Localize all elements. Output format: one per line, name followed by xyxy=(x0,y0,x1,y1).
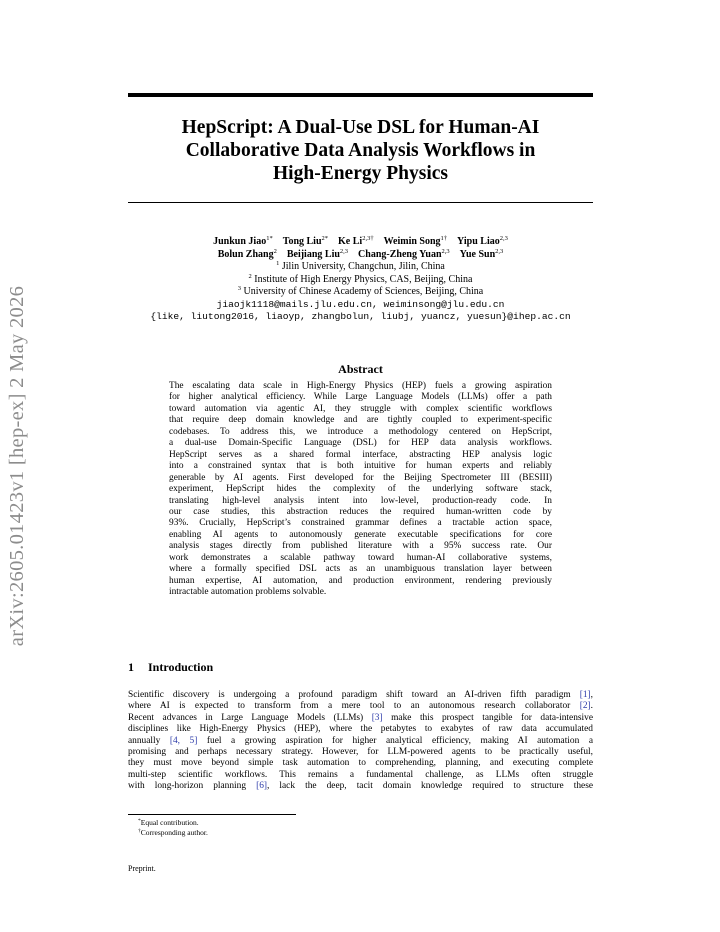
affiliation-3: $^3$ University of Chinese Academy of Sciences, Beijing, China xyxy=(237,285,484,297)
introduction-body xyxy=(128,690,593,793)
title-line: HepScript: A Dual-Use DSL for Human-AI xyxy=(181,117,540,138)
author-block xyxy=(100,236,621,324)
abstract-line: codebases. To address this, we introduce a methodology centered on HepScript, xyxy=(169,426,552,437)
abstract-line: for higher analytical efficiency. While Large Language Models (LLMs) offer a path xyxy=(169,392,552,403)
author-affiliation-mark: 2,3 xyxy=(495,247,504,255)
author-line-2 xyxy=(100,249,621,262)
author-affiliation-mark: 2,3† xyxy=(362,235,374,242)
introduction-line xyxy=(128,736,593,747)
author-affiliation-mark: 2,3 xyxy=(441,247,450,255)
introduction-text: make this prospect tangible for data-intensive xyxy=(382,712,593,723)
introduction-text: promising and perhaps necessary strategy. However, for LLM-powered agents to be practically useful, xyxy=(128,747,593,758)
author-line-1 xyxy=(100,236,621,249)
author-name: Yipu Liao xyxy=(457,236,500,247)
abstract-line: that require deep domain knowledge and are tightly coupled to experiment-specific xyxy=(169,415,552,426)
introduction-line xyxy=(128,747,593,758)
author-name: Bolun Zhang xyxy=(217,248,274,260)
author-name: Beijiang Liu xyxy=(286,248,340,260)
preprint-label: Preprint. xyxy=(128,864,156,873)
footnote-equal-contribution: *Equal contribution. xyxy=(138,818,199,827)
introduction-text: with long-horizon planning xyxy=(128,781,257,792)
footnote-rule xyxy=(128,814,296,815)
author-name: Ke Li xyxy=(338,236,363,247)
title-top-rule xyxy=(128,93,593,97)
author-name: Tong Liu xyxy=(282,236,322,247)
introduction-line xyxy=(128,758,593,769)
author-name: Chang-Zheng Yuan xyxy=(358,248,442,260)
citation-link[interactable]: [4, 5] xyxy=(169,735,198,746)
author-name: Yue Sun xyxy=(459,248,496,260)
affiliation-2: $^2$ Institute of High Energy Physics, CAS, Beijing, China xyxy=(248,272,473,285)
footnote-corresponding-author: †Corresponding author. xyxy=(138,828,208,837)
author-name: Weimin Song xyxy=(383,236,441,247)
abstract-line: into a constrained syntax that is both intuitive for human experts and reliably xyxy=(169,461,552,472)
abstract-heading: Abstract xyxy=(338,362,383,376)
introduction-text: Scientific discovery is undergoing a profound paradigm shift toward an AI-driven fifth paradigm xyxy=(128,690,580,700)
author-affiliation-mark: 2* xyxy=(321,235,329,242)
arxiv-stamp-text: arXiv:2605.01423v1 [hep-ex] 2 May 2026 xyxy=(6,285,28,647)
abstract-line: where a formally specified DSL acts as an unambiguous translation layer between xyxy=(169,564,552,575)
introduction-text: where AI is expected to transform from a mere tool to an autonomous research collaborator xyxy=(128,701,580,712)
abstract-line: a dual-use Domain-Specific Language (DSL) for HEP data analysis workflows. xyxy=(169,438,552,449)
introduction-text: fuel a growing aspiration for higher analytical efficiency, making AI automation a xyxy=(197,735,593,746)
introduction-text: , lack the deep, tacit domain knowledge required to structure these xyxy=(267,781,593,792)
author-affiliation-mark: 1† xyxy=(440,235,448,242)
section-heading xyxy=(128,660,213,675)
citation-link[interactable]: [6] xyxy=(256,781,268,792)
introduction-line xyxy=(128,770,593,781)
abstract-line: experiment, HepScript hides the complexity of the underlying software stack, xyxy=(169,484,552,495)
abstract-line: analysis stages directly from published literature with a 95% success rate. Our xyxy=(169,541,552,552)
introduction-line xyxy=(128,713,593,724)
abstract-line: generable by AI agents. First developed for the Beijing Spectrometer III (BESIII) xyxy=(169,472,552,483)
email-line-2[interactable]: {like, liutong2016, liaoyp, zhangbolun, liubj, yuancz, yuesun}@ihep.ac.cn xyxy=(150,311,571,322)
abstract-line: work demonstrates a scalable pathway toward human-AI collaborative systems, xyxy=(169,552,552,563)
introduction-line xyxy=(128,701,593,712)
abstract-body xyxy=(169,381,552,599)
abstract-line: human expertise, AI automation, and production environment, rendering previously xyxy=(169,575,552,586)
abstract-line: our case studies, this abstraction reduces the required human-written code by xyxy=(169,506,552,517)
abstract-line: intractable automation problems solvable. xyxy=(169,587,327,598)
abstract-line: 93%. Crucially, HepScript’s constrained grammar defines a tractable action space, xyxy=(169,518,552,529)
section-number: 1 xyxy=(128,660,134,674)
section-title: Introduction xyxy=(148,660,214,674)
email-line-1[interactable]: jiaojk1118@mails.jlu.edu.cn, weiminsong@jlu.edu.cn xyxy=(216,298,505,310)
introduction-line xyxy=(128,781,593,792)
citation-link[interactable]: [3] xyxy=(371,712,383,723)
introduction-text: multi-step scientific workflows. This remains a fundamental challenge, as LLMs often struggle xyxy=(128,769,593,780)
title-line: High-Energy Physics xyxy=(273,163,448,184)
author-affiliation-mark: 1* xyxy=(266,235,273,242)
abstract-line: enabling AI agents to autonomously generate executable specifications for core xyxy=(169,529,552,540)
introduction-text: they must move beyond simple task automation to comprehending, planning, and executing complete xyxy=(128,758,593,769)
author-affiliation-mark: 2,3 xyxy=(499,235,508,242)
abstract-line: translating high-level analysis intent into low-level, production-ready code. In xyxy=(169,495,552,506)
affiliation-1: $^1$ Jilin University, Changchun, Jilin, China xyxy=(276,260,445,272)
abstract-line: HepScript serves as a shared formal interface, abstracting HEP analysis logic xyxy=(169,449,552,460)
introduction-text: annually xyxy=(128,735,170,746)
title-line: Collaborative Data Analysis Workflows in xyxy=(185,140,536,161)
introduction-text: Recent advances in Large Language Models (LLMs) xyxy=(128,712,372,723)
abstract-line: toward automation via agentic AI, they struggle with complex scientific workflows xyxy=(169,403,552,414)
introduction-text: disciplines like High-Energy Physics (HEP), where the petabytes to exabytes of raw data accumulated xyxy=(128,724,593,735)
introduction-line xyxy=(128,690,593,701)
author-name: Junkun Jiao xyxy=(213,236,267,247)
title-bottom-rule xyxy=(128,202,593,203)
citation-link[interactable]: [1] xyxy=(579,690,591,700)
introduction-text: , xyxy=(590,690,593,700)
footnotes xyxy=(138,818,208,838)
introduction-text: . xyxy=(590,701,593,712)
abstract-line: The escalating data scale in High-Energy Physics (HEP) fuels a growing aspiration xyxy=(169,381,552,391)
author-affiliation-mark: 2 xyxy=(273,247,277,255)
introduction-line xyxy=(128,724,593,735)
citation-link[interactable]: [2] xyxy=(579,701,591,712)
author-affiliation-mark: 2,3 xyxy=(339,247,349,255)
paper-title xyxy=(128,116,593,185)
